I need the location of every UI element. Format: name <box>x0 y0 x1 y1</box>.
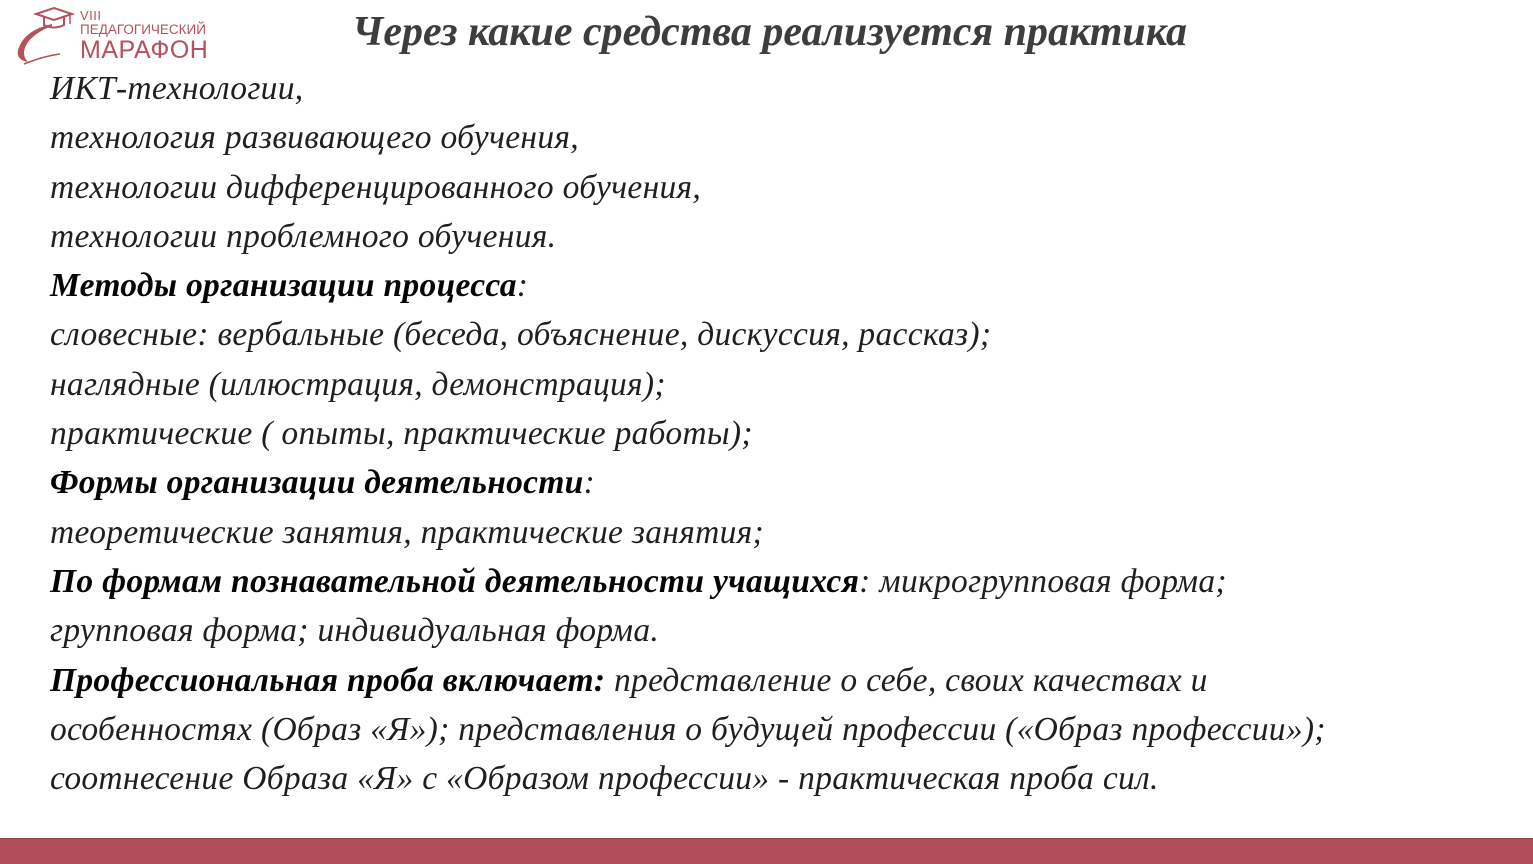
section-heading-methods <box>50 261 1510 310</box>
line-text: особенностях (Образ «Я»); представления о будущей профессии («Образ профессии»); <box>50 710 1326 748</box>
line-text: практические ( опыты, практические работы); <box>50 415 753 453</box>
slide-body <box>50 64 1510 803</box>
line-text: представление о себе, своих качествах и <box>605 661 1208 699</box>
body-line <box>50 508 1510 557</box>
logo-subtitle: ПЕДАГОГИЧЕСКИЙ <box>80 22 206 37</box>
line-text: словесные: вербальные (беседа, объяснение, дискуссия, рассказ); <box>50 316 992 354</box>
section-heading-forms <box>50 458 1510 507</box>
line-text: ИКТ-технологии, <box>50 70 304 107</box>
body-line <box>50 606 1510 655</box>
body-line <box>50 360 1510 409</box>
line-lead: Формы организации деятельности <box>50 464 584 502</box>
line-lead: По формам познавательной деятельности учащихся <box>50 562 860 600</box>
line-text: соотнесение Образа «Я» с «Образом профессии» - практическая проба сил. <box>50 760 1159 798</box>
section-heading-professional-trial <box>50 656 1510 705</box>
body-line <box>50 212 1510 261</box>
logo-edition: VIII <box>80 8 102 23</box>
footer-bar <box>0 838 1533 864</box>
body-line <box>50 310 1510 359</box>
line-text: : <box>583 464 596 502</box>
line-text: групповая форма; индивидуальная форма. <box>50 612 660 650</box>
line-lead: Профессиональная проба включает: <box>50 661 606 699</box>
body-line <box>50 705 1510 754</box>
line-text: : <box>516 267 529 305</box>
logo-name: МАРАФОН <box>80 35 209 64</box>
section-heading-cognitive-forms <box>50 557 1510 606</box>
line-text: технологии дифференцированного обучения, <box>50 168 702 206</box>
body-line <box>50 754 1510 803</box>
line-text: наглядные (иллюстрация, демонстрация); <box>50 365 666 403</box>
line-text: : микрогрупповая форма; <box>859 562 1227 600</box>
body-line <box>50 163 1510 212</box>
line-lead: Методы организации процесса <box>50 267 517 305</box>
body-line <box>50 64 1510 113</box>
line-text: технология развивающего обучения, <box>50 119 579 157</box>
line-text: теоретические занятия, практические занятия; <box>50 513 764 551</box>
slide-title: Через какие средства реализуется практика <box>351 9 1188 55</box>
body-line <box>50 113 1510 162</box>
body-line <box>50 409 1510 458</box>
line-text: технологии проблемного обучения. <box>50 217 557 255</box>
